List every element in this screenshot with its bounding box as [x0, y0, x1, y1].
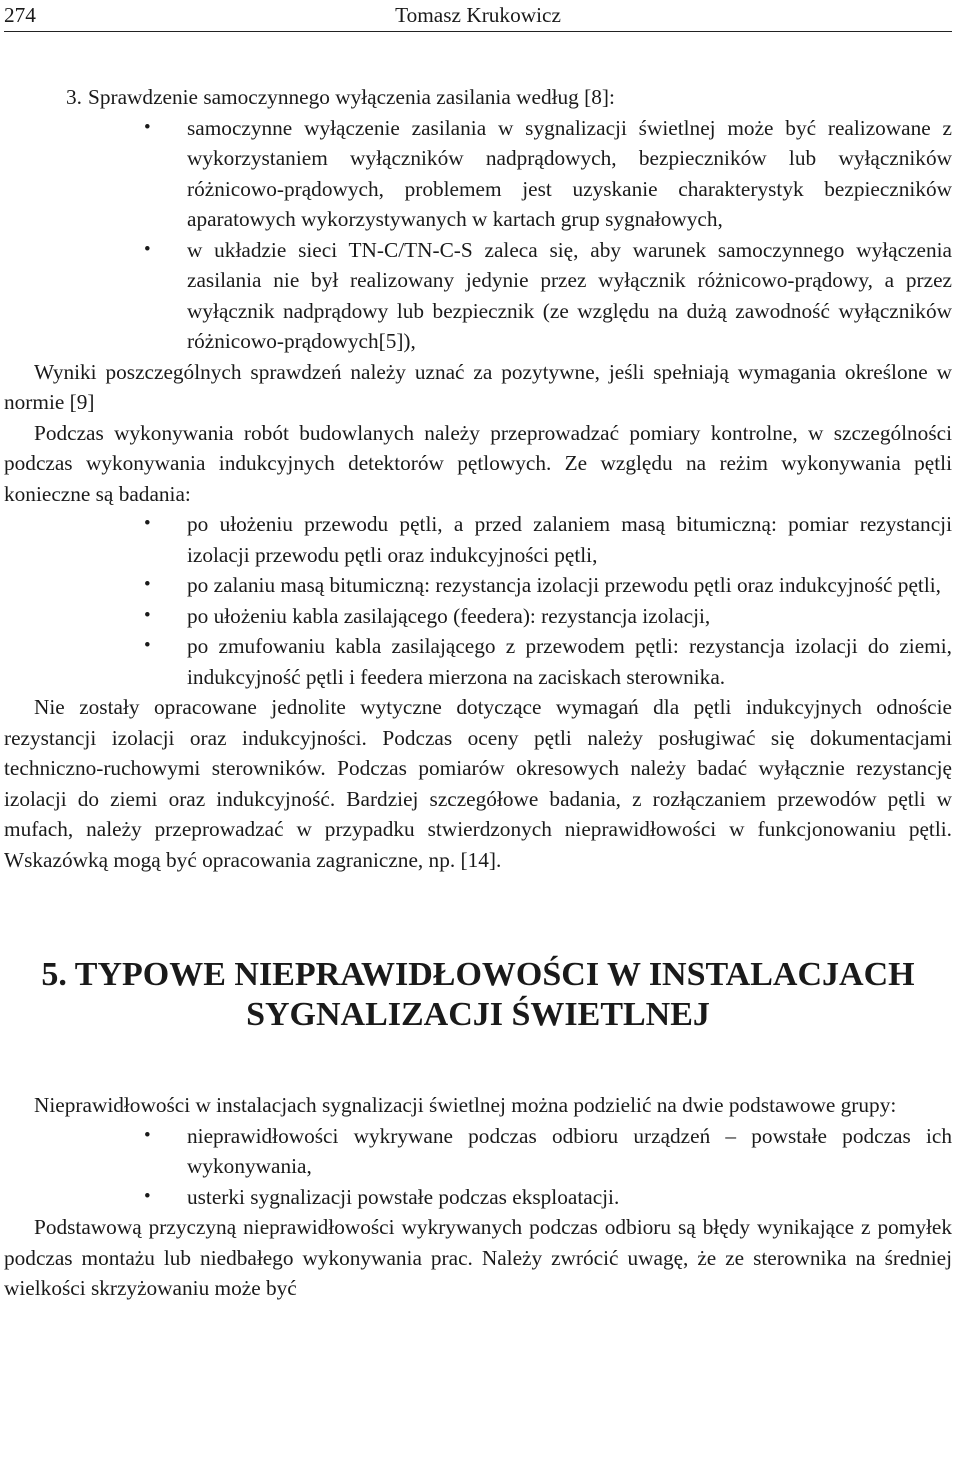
page-number: 274 — [4, 3, 36, 27]
running-head: Tomasz Krukowicz — [395, 3, 561, 27]
section-title: 5. TYPOWE NIEPRAWIDŁOWOŚCI W INSTALACJACH SYGNALIZACJI ŚWIETLNEJ — [41, 956, 915, 1033]
bullet-icon: • — [144, 635, 151, 656]
paragraph: Podstawową przyczyną nieprawidłowości wykrywanych podczas odbioru są błędy wynikające z pomyłek podczas montażu lub niedbałego wykonywania prac. Należy zwrócić uwagę, że ze sterownika na średniej wielkości skrzyżowaniu może być — [4, 1215, 952, 1300]
bullet-icon: • — [144, 1124, 151, 1146]
list-item: • usterki sygnalizacji powstałe podczas eksploatacji. — [4, 1182, 952, 1213]
item-number: 3. — [66, 85, 82, 109]
item-text: Sprawdzenie samoczynnego wyłączenia zasilania według [8]: — [88, 85, 615, 109]
numbered-item-heading — [4, 82, 952, 113]
bullet-icon: • — [144, 574, 151, 595]
list-item: • po zmufowaniu kabla zasilającego z przewodem pętli: rezystancja izolacji do ziemi, indukcyjność pętli i feedera mierzona na zaciskach sterownika. — [4, 631, 952, 692]
header-rule — [4, 31, 952, 32]
bullet-icon: • — [144, 116, 151, 138]
list-item: • samoczynne wyłączenie zasilania w sygnalizacji świetlnej może być realizowane z wykorzystaniem wyłączników nadprądowych, bezpieczników lub wyłączników różnicowo-prądowych, problemem jest uzyskanie charakterystyk bezpieczników aparatowych wykorzystywanych w kartach grup sygnałowych, — [4, 113, 952, 235]
fault-groups-list — [4, 1121, 952, 1213]
list-item: • nieprawidłowości wykrywane podczas odbioru urządzeń – powstałe podczas ich wykonywania, — [4, 1121, 952, 1182]
loop-tests-list — [4, 509, 952, 692]
bullet-icon: • — [144, 604, 151, 626]
paragraph: Podczas wykonywania robót budowlanych należy przeprowadzać pomiary kontrolne, w szczególności podczas wykonywania indukcyjnych detektorów pętlowych. Ze względu na reżim wykonywania pętli konieczne są badania: — [4, 420, 952, 506]
bullet-icon: • — [144, 1185, 151, 1207]
trip-check-list — [4, 113, 952, 357]
list-item: • w układzie sieci TN-C/TN-C-S zaleca się, aby warunek samoczynnego wyłączenia zasilania nie był realizowany jedynie przez wyłącznik różnicowo-prądowy, a przez wyłącznik nadprądowy lub bezpiecznik (ze względu na dużą zawodność wyłączników różnicowo-prądowych[5]), — [4, 235, 952, 357]
list-item: • po ułożeniu kabla zasilającego (feedera): rezystancja izolacji, — [4, 601, 952, 632]
bullet-icon: • — [144, 513, 151, 534]
paragraph: Nie zostały opracowane jednolite wytyczne dotyczące wymagań dla pętli indukcyjnych odnoście rezystancji izolacji oraz indukcyjności. Podczas oceny pętli należy posługiwać się dokumentacjami techniczno-ruchowymi sterowników. Podczas pomiarów okresowych należy badać wyłącznie rezystancję izolacji do ziemi oraz indukcyjność. Bardziej szczegółowe badania, z rozłączaniem przewodów pętli w mufach, należy przeprowadzać w przypadku stwierdzonych nieprawidłowości w funkcjonowaniu pętli. Wskazówką mogą być opracowania zagraniczne, np. [14]. — [4, 695, 952, 872]
bullet-icon: • — [144, 238, 151, 260]
paragraph: Nieprawidłowości w instalacjach sygnalizacji świetlnej można podzielić na dwie podstawowe grupy: — [34, 1093, 897, 1117]
paragraph: Wyniki poszczególnych sprawdzeń należy uznać za pozytywne, jeśli spełniają wymagania określone w normie [9] — [4, 359, 952, 414]
list-item: • po zalaniu masą bitumiczną: rezystancja izolacji przewodu pętli oraz indukcyjność pętli, — [4, 570, 952, 601]
document-page — [4, 0, 952, 1463]
page-body — [4, 82, 952, 1304]
page-header — [4, 0, 952, 31]
list-item: • po ułożeniu przewodu pętli, a przed zalaniem masą bitumiczną: pomiar rezystancji izolacji przewodu pętli oraz indukcyjności pętli, — [4, 509, 952, 570]
